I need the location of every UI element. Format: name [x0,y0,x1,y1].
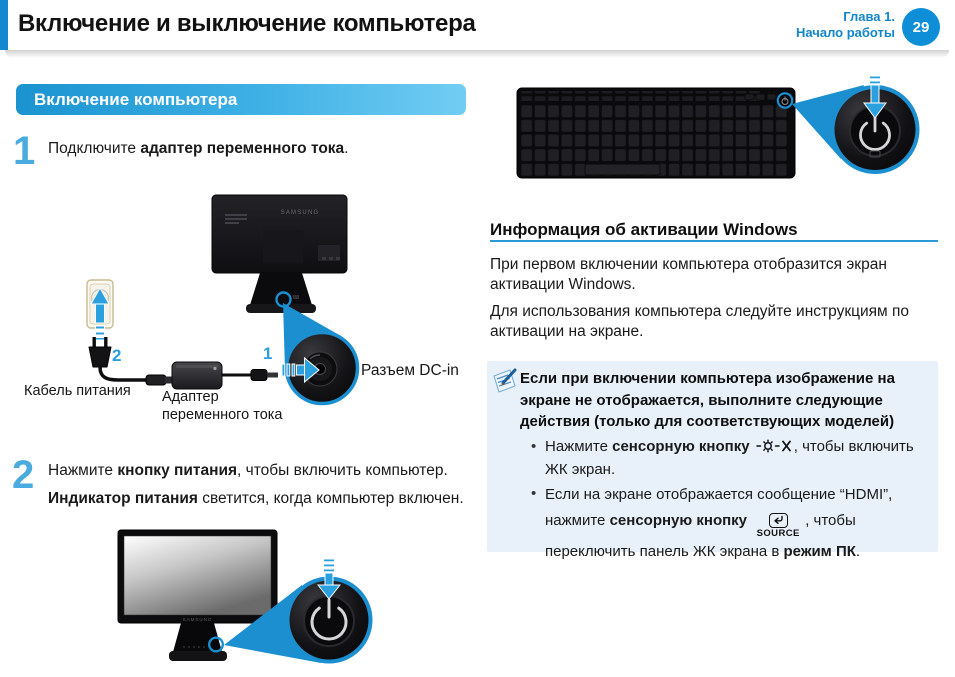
page-number-badge [902,8,940,46]
label-adapter-line2: переменного тока [162,407,283,423]
chapter-line2: Начало работы [796,25,895,40]
windows-activation-heading: Информация об активации Windows [490,220,798,239]
power-button-diagram [0,520,470,677]
chapter-line1: Глава 1. [843,9,895,24]
keyboard-illustration [517,88,795,178]
note-bullets [531,435,929,566]
label-dc-in: Разъем DC-in [361,362,459,379]
note-icon [491,366,518,393]
page-number: 29 [912,18,930,36]
step2-number: 2 [12,453,35,497]
callout-1: 1 [263,344,273,363]
note-heading: Если при включении компьютера изображение на экране не отображается, выполните следующие действия (только для соответствующих моделей) [520,370,895,430]
brand-text: SAMSUNG [280,210,320,216]
label-adapter-line1: Адаптер [162,389,219,405]
section-title: Включение компьютера [34,90,238,109]
step1-text: Подключите адаптер переменного тока. [48,140,349,157]
note-bullet-lcd: • Нажмите сенсорную кнопку , чтобы включить ЖК экран. [531,438,914,478]
header-accent-bar [0,0,8,50]
step2-text: Нажмите кнопку питания, чтобы включить компьютер. Индикатор питания светится, когда компьютер включен. [48,462,464,507]
heading-underline [490,240,938,242]
note-bullet-hdmi: • Если на экране отображается сообщение “HDMI”, нажмите сенсорную кнопку SOURCE , чтобы переключить панель ЖК экрана в режим ПК. [531,485,893,560]
page-title: Включение и выключение компьютера [18,10,476,37]
windows-activation-para2: Для использования компьютера следуйте инструкциям по активации на экране. [490,303,909,340]
keyboard-diagram [480,75,955,220]
source-icon: SOURCE [753,513,803,539]
step1-number: 1 [13,129,36,173]
header-shadow [5,50,949,58]
power-plug-illustration [89,337,172,385]
windows-activation-para1: При первом включении компьютера отобразится экран активации Windows. [490,256,887,293]
label-power-cable: Кабель питания [24,383,131,399]
callout-2: 2 [112,346,122,365]
lcd-on-off-icon [756,438,792,454]
ac-adapter-illustration [172,362,278,389]
brand-text: SAMSUNG [182,617,213,622]
chapter-label [700,9,895,41]
note-box [487,361,938,560]
section-header [16,84,466,115]
